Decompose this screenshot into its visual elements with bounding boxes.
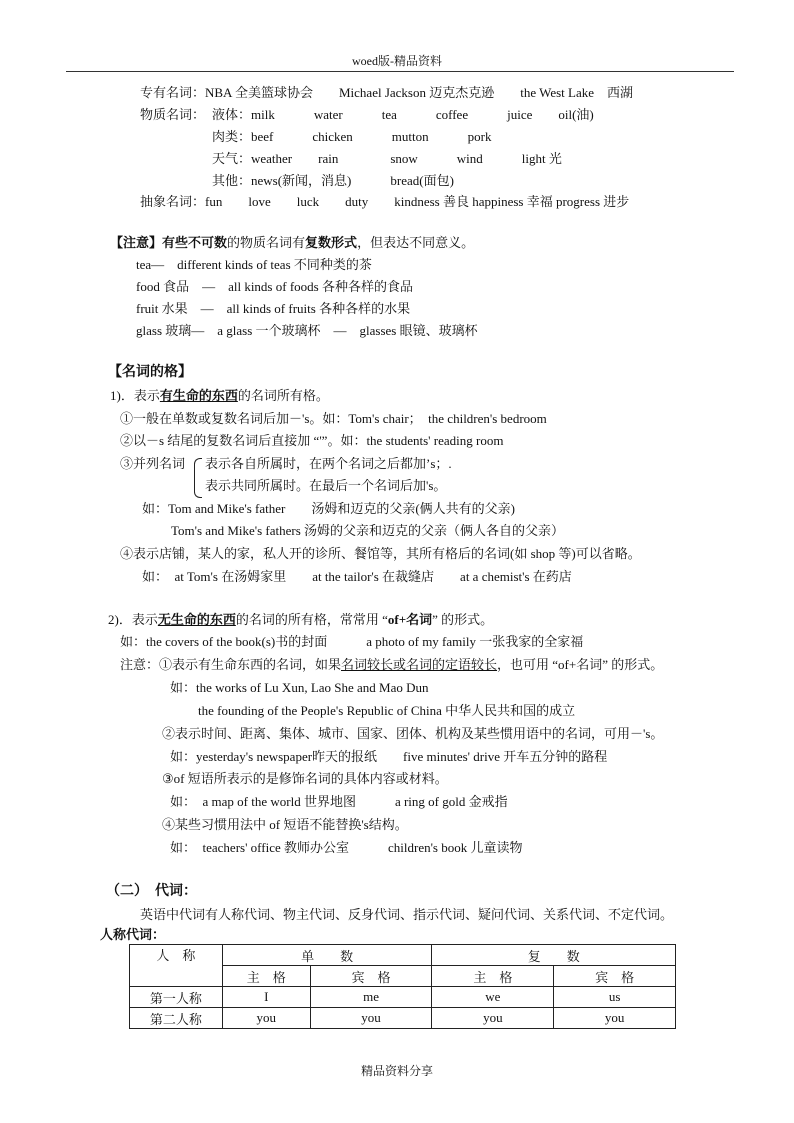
liquid-line: 液体：milk water tea coffee juice oil(油) xyxy=(212,107,594,122)
table-header-row xyxy=(130,945,676,966)
s2-bold: of+名词 xyxy=(387,612,433,627)
table-cell: you xyxy=(432,1008,554,1029)
example-6: the founding of the People's Republic of China 中华人民共和国的成立 xyxy=(198,703,576,718)
note-point-4: ④某些习惯用法中 of 短语不能替换's结构。 xyxy=(162,817,408,832)
rule-3a: 表示各自所属时，在两个名词之后都加’s；. xyxy=(205,456,452,471)
meat-line: 肉类：beef chicken mutton pork xyxy=(212,129,492,144)
example-9: 如： teachers' office 教师办公室 children's book 儿童读物 xyxy=(170,840,523,855)
note-line-3: fruit 水果 — all kinds of fruits 各种各样的水果 xyxy=(136,301,411,316)
case-title: 【名词的格】 xyxy=(108,365,192,380)
s1-prefix: 1)．表示 xyxy=(110,388,160,403)
note-bold-uncountable: 不可数 xyxy=(188,235,228,250)
n1-suffix: ，也可用 “of+名词” 的形式。 xyxy=(497,657,664,672)
note-heading xyxy=(110,234,474,252)
rule-1: ①一般在单数或复数名词后加－'s。如：Tom's chair； the children's bedroom xyxy=(120,411,547,426)
example-4: 如：the covers of the book(s)书的封面 a photo of my family 一张我家的全家福 xyxy=(120,634,584,649)
subheader-nominative: 主 格 xyxy=(222,966,310,987)
example-1: 如：Tom and Mike's father 汤姆和迈克的父亲(俩人共有的父亲) xyxy=(142,501,515,516)
header-plural: 复 数 xyxy=(432,945,676,966)
note-point-2: ②表示时间、距离、集体、城市、国家、团体、机构及某些惯用语中的名词，可用－'s。 xyxy=(162,726,664,741)
note-suffix: ，但表达不同意义。 xyxy=(357,235,475,250)
abstract-noun-line: 抽象名词：fun love luck duty kindness 善良 happiness 幸福 progress 进步 xyxy=(140,194,630,209)
pronoun-title: （二） 代词： xyxy=(106,884,197,899)
note-mid: 的物质名词有 xyxy=(227,235,306,250)
table-cell: I xyxy=(222,987,310,1008)
s2-suffix: ” 的形式。 xyxy=(432,612,494,627)
personal-pronoun-table xyxy=(129,944,676,1029)
table-cell: you xyxy=(222,1008,310,1029)
header-singular: 单 数 xyxy=(222,945,432,966)
example-2: Tom's and Mike's fathers 汤姆的父亲和迈克的父亲（俩人各自的父亲） xyxy=(171,523,565,538)
header-rule xyxy=(66,71,734,72)
example-5: 如：the works of Lu Xun, Lao She and Mao Dun xyxy=(170,680,429,695)
note-line-4: glass 玻璃— a glass 一个玻璃杯 — glasses 眼镜、玻璃杯 xyxy=(136,323,478,338)
table-cell: us xyxy=(554,987,676,1008)
subheader-nominative: 主 格 xyxy=(432,966,554,987)
n1-prefix: 注意：①表示有生命东西的名词，如果 xyxy=(120,657,342,672)
s2-mid: 的名词的所有格，常常用 “ xyxy=(235,612,388,627)
note-line-2: food 食品 — all kinds of foods 各种各样的食品 xyxy=(136,279,413,294)
header-person: 人 称 xyxy=(130,945,223,987)
subheader-objective: 宾 格 xyxy=(310,966,432,987)
row-person: 第二人称 xyxy=(130,1008,223,1029)
material-noun-label: 物质名词： xyxy=(140,107,206,122)
page-header: woed版-精品资料 xyxy=(352,54,442,68)
case-section-2 xyxy=(108,611,493,629)
table-cell: you xyxy=(310,1008,432,1029)
rule-2: ②以－s 结尾的复数名词后直接加 “'”。如：the students' reading room xyxy=(120,433,504,448)
other-line: 其他：news(新闻，消息) bread(面包) xyxy=(212,173,454,188)
example-7: 如：yesterday's newspaper昨天的报纸 five minutes' drive 开车五分钟的路程 xyxy=(170,749,608,764)
note-line-1: tea— different kinds of teas 不同种类的茶 xyxy=(136,257,372,272)
subheader-objective: 宾 格 xyxy=(554,966,676,987)
brace-icon xyxy=(194,458,202,498)
rule-4: ④表示店铺，某人的家，私人开的诊所、餐馆等，其所有格后的名词(如 shop 等)可以省略。 xyxy=(120,546,641,561)
s2-prefix: 2)．表示 xyxy=(108,612,158,627)
row-person: 第一人称 xyxy=(130,987,223,1008)
rule-3-label: ③并列名词 xyxy=(120,456,186,471)
table-cell: me xyxy=(310,987,432,1008)
note-point-1 xyxy=(120,656,663,674)
pronoun-intro: 英语中代词有人称代词、物主代词、反身代词、指示代词、疑问代词、关系代词、不定代词。 xyxy=(140,907,674,922)
n1-underlined: 名词较长或名词的定语较长 xyxy=(341,657,498,672)
s2-underlined: 无生命的东西 xyxy=(157,612,236,627)
example-3: 如： at Tom's 在汤姆家里 at the tailor's 在裁缝店 at a chemist's 在药店 xyxy=(142,569,572,584)
table-row xyxy=(130,987,676,1008)
example-8: 如： a map of the world 世界地图 a ring of gold 金戒指 xyxy=(170,794,508,809)
note-bold-plural: 复数形式 xyxy=(305,235,358,250)
case-section-1 xyxy=(110,387,329,405)
table-cell: you xyxy=(554,1008,676,1029)
s1-suffix: 的名词所有格。 xyxy=(237,388,329,403)
table-row xyxy=(130,1008,676,1029)
rule-3b: 表示共同所属时。在最后一个名词后加's。 xyxy=(205,478,447,493)
personal-pronoun-label: 人称代词： xyxy=(100,927,166,942)
note-point-3: ③of 短语所表示的是修饰名词的具体内容或材料。 xyxy=(162,771,448,786)
weather-line: 天气：weather rain snow wind light 光 xyxy=(212,151,562,166)
table-cell: we xyxy=(432,987,554,1008)
note-prefix: 【注意】有些 xyxy=(110,235,189,250)
s1-underlined: 有生命的东西 xyxy=(159,388,238,403)
proper-noun-line: 专有名词：NBA 全美篮球协会 Michael Jackson 迈克杰克逊 the West Lake 西湖 xyxy=(140,85,634,100)
page-footer: 精品资料分享 xyxy=(360,1064,433,1078)
